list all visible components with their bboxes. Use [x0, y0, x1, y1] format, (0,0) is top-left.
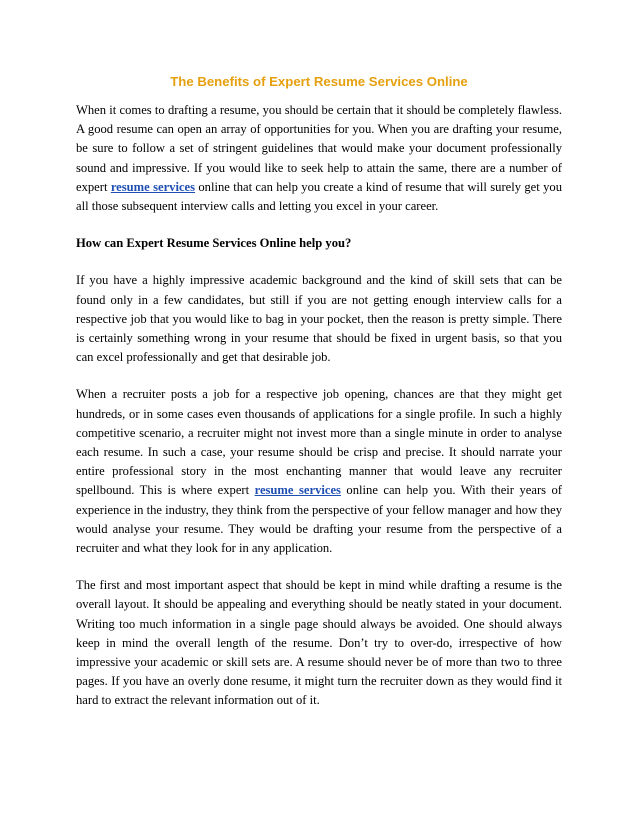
paragraph-3-text-before: When a recruiter posts a job for a respective job opening, chances are that they might get hundreds, or in some cases even thousands of applications for a single profile. In such a highly competitive scenario, a recruiter might not invest more than a single minute in order to analyse each resume. In such a case, your resume should be crisp and precise. It should narrate your entire professional story in the most enchanting manner that would leave any recruiter spellbound. This is where expert [76, 387, 562, 498]
resume-services-link-2[interactable]: resume services [254, 483, 341, 498]
paragraph-2: If you have a highly impressive academic background and the kind of skill sets that can be found only in a few candidates, but still if you are not getting enough interview calls for a respective job that you would like to bag in your pocket, then the reason is pretty simple. There is certainly something wrong in your resume that should be fixed in urgent basis, so that you can excel professionally and get that desirable job. [76, 273, 562, 365]
intro-text-after: online that can help you create a kind of resume that will surely get you all those subsequent interview calls and letting you excel in your career. [76, 179, 562, 214]
paragraph-3 [76, 385, 562, 558]
page-title: The Benefits of Expert Resume Services Online [170, 74, 468, 89]
paragraph-4: The first and most important aspect that should be kept in mind while drafting a resume is the overall layout. It should be appealing and everything should be neatly stated in your document. Writing too much information in a single page should always be avoided. One should always keep in mind the overall length of the resume. Don’t try to over-do, irrespective of how impressive your academic or skill sets are. A resume should never be of more than two to three pages. If you have an overly done resume, it might turn the recruiter down as they would find it hard to extract the relevant information out of it. [76, 578, 562, 708]
paragraph-3-text-after: online can help you. With their years of experience in the industry, they think from the perspective of your fellow manager and how they would analyse your resume. They would be drafting your resume from the perspective of a recruiter and what they look for in any application. [76, 483, 562, 556]
intro-paragraph [76, 101, 562, 216]
section-heading: How can Expert Resume Services Online help you? [76, 236, 352, 251]
document-page [76, 72, 562, 729]
intro-text-before: When it comes to drafting a resume, you should be certain that it should be completely flawless. A good resume can open an array of opportunities for you. When you are drafting your resume, be sure to follow a set of stringent guidelines that would make your document professionally sound and impressive. If you would like to seek help to attain the same, there are a number of expert [76, 103, 562, 194]
resume-services-link-1[interactable]: resume services [110, 179, 196, 194]
